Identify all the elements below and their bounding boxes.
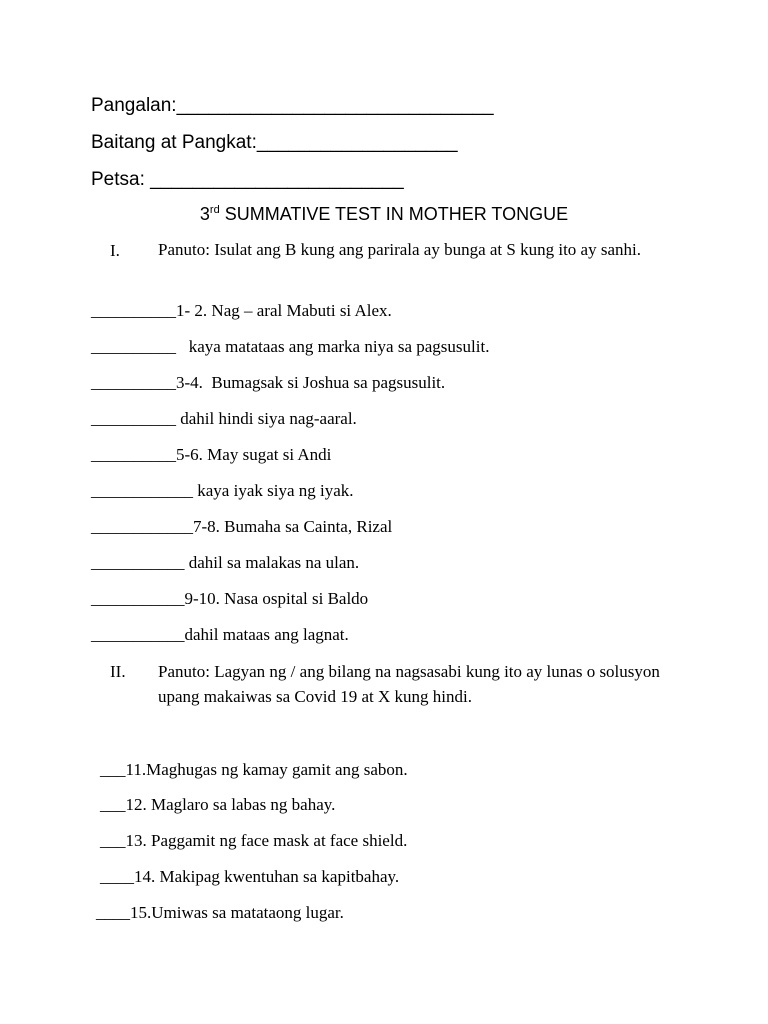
part2-numeral: II. <box>110 662 126 681</box>
part1-item: __________5-6. May sugat si Andi <box>91 445 332 464</box>
part1-item: __________ kaya matataas ang marka niya sa pagsusulit. <box>91 337 490 356</box>
date-field-label: Petsa: ________________________ <box>91 169 404 190</box>
part1-item: ____________7-8. Bumaha sa Cainta, Rizal <box>91 517 393 536</box>
part1-item: ___________ dahil sa malakas na ulan. <box>91 553 360 572</box>
part2-item: ___12. Maglaro sa labas ng bahay. <box>100 795 336 814</box>
part2-instruction: Panuto: Lagyan ng / ang bilang na nagsasabi kung ito ay lunas o solusyon upang makaiwas sa Covid 19 at X kung hindi. <box>158 662 660 706</box>
part1-item: ____________ kaya iyak siya ng iyak. <box>91 481 354 500</box>
part1-item: ___________dahil mataas ang lagnat. <box>91 625 349 644</box>
title-ordinal-suffix: rd <box>209 204 220 216</box>
part1-item: __________3-4. Bumagsak si Joshua sa pagsusulit. <box>91 373 446 392</box>
part2-item: ___13. Paggamit ng face mask at face shield. <box>100 831 408 850</box>
part1-item: ___________9-10. Nasa ospital si Baldo <box>91 589 369 608</box>
part1-numeral: I. <box>110 241 120 260</box>
part1-item: __________ dahil hindi siya nag-aaral. <box>91 409 357 428</box>
part2-item: ____15.Umiwas sa matataong lugar. <box>96 903 344 922</box>
name-field-label: Pangalan:______________________________ <box>91 95 494 116</box>
part1-instruction: Panuto: Isulat ang B kung ang parirala ay bunga at S kung ito ay sanhi. <box>158 240 641 259</box>
test-title <box>0 205 768 223</box>
title-ordinal: 3 <box>199 204 210 224</box>
part2-item: ____14. Makipag kwentuhan sa kapitbahay. <box>100 867 400 886</box>
part2-item: ___11.Maghugas ng kamay gamit ang sabon. <box>100 760 408 779</box>
part1-item: __________1- 2. Nag – aral Mabuti si Alex. <box>91 301 392 320</box>
grade-section-field-label: Baitang at Pangkat:___________________ <box>91 132 458 153</box>
title-text: SUMMATIVE TEST IN MOTHER TONGUE <box>219 204 569 224</box>
